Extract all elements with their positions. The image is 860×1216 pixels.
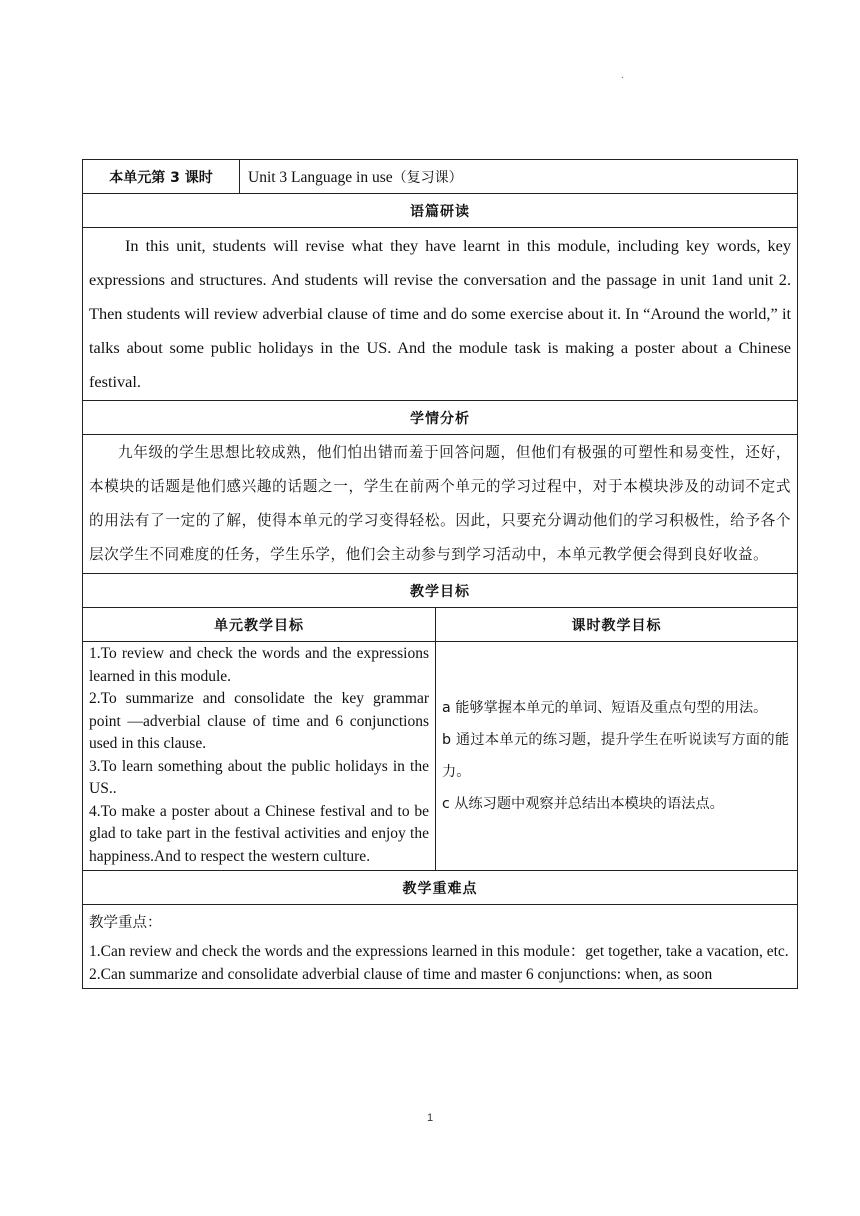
unit-objective-item: 3.To learn something about the public holidays in the US.. xyxy=(89,757,429,797)
key-points-cell xyxy=(83,905,798,989)
unit-title-cell xyxy=(240,160,798,194)
lesson-plan-table xyxy=(82,159,798,989)
text-study-heading: 语篇研读 xyxy=(83,194,798,228)
student-analysis-heading: 学情分析 xyxy=(83,401,798,435)
unit-objectives-heading: 单元教学目标 xyxy=(83,608,436,642)
page-number: 1 xyxy=(426,1112,434,1124)
lesson-objectives-cell xyxy=(436,642,798,871)
key-points-heading: 教学重难点 xyxy=(83,871,798,905)
unit-objective-item: 1.To review and check the words and the expressions learned in this module. xyxy=(89,645,429,685)
student-analysis-body: 九年级的学生思想比较成熟，他们怕出错而羞于回答问题，但他们有极强的可塑性和易变性，还好，本模块的话题是他们感兴趣的话题之一，学生在前两个单元的学习过程中，对于本模块涉及的动词不定式的用法有了一定的了解，使得本单元的学习变得轻松。因此，只要充分调动他们的学习积极性，给予各个层次学生不同难度的任务，学生乐学，他们会主动参与到学习活动中，本单元教学便会得到良好收益。 xyxy=(83,435,798,574)
unit-objective-item: 2.To summarize and consolidate the key grammar point —adverbial clause of time and 6 conjunctions used in this clause. xyxy=(89,690,429,752)
lesson-objectives-heading: 课时教学目标 xyxy=(436,608,798,642)
corner-mark: . xyxy=(621,70,624,81)
lesson-objective-item: c 从练习题中观察并总结出本模块的语法点。 xyxy=(442,796,724,812)
lesson-objective-item: b 通过本单元的练习题，提升学生在听说读写方面的能力。 xyxy=(442,732,790,780)
lesson-objective-item: a 能够掌握本单元的单词、短语及重点句型的用法。 xyxy=(442,700,768,716)
unit-objective-item: 4.To make a poster about a Chinese festival and to be glad to take part in the festival activities and enjoy the happiness.And to respect the western culture. xyxy=(89,802,429,865)
key-point-item: 2.Can summarize and consolidate adverbial clause of time and master 6 conjunctions: when, as soon xyxy=(89,965,713,983)
key-point-item: 1.Can review and check the words and the expressions learned in this module：get together, take a vacation, etc. xyxy=(89,943,789,960)
title-row xyxy=(83,160,798,194)
unit-objectives-cell xyxy=(83,642,436,871)
text-study-body: In this unit, students will revise what they have learnt in this module, including key words, key expressions and structures. And students will revise the conversation and the passage in unit 1and unit 2. Then students will review adverbial clause of time and do some exercise about it. In “Around the world,” it talks about some public holidays in the US. And the module task is making a poster about a Chinese festival. xyxy=(83,228,798,401)
objectives-heading: 教学目标 xyxy=(83,574,798,608)
lesson-number-cell: 本单元第 3 课时 xyxy=(83,160,240,194)
key-points-label: 教学重点： xyxy=(89,915,162,931)
unit-title-en: Unit 3 Language in use xyxy=(248,168,393,186)
unit-title-cn: （复习课） xyxy=(392,169,463,186)
